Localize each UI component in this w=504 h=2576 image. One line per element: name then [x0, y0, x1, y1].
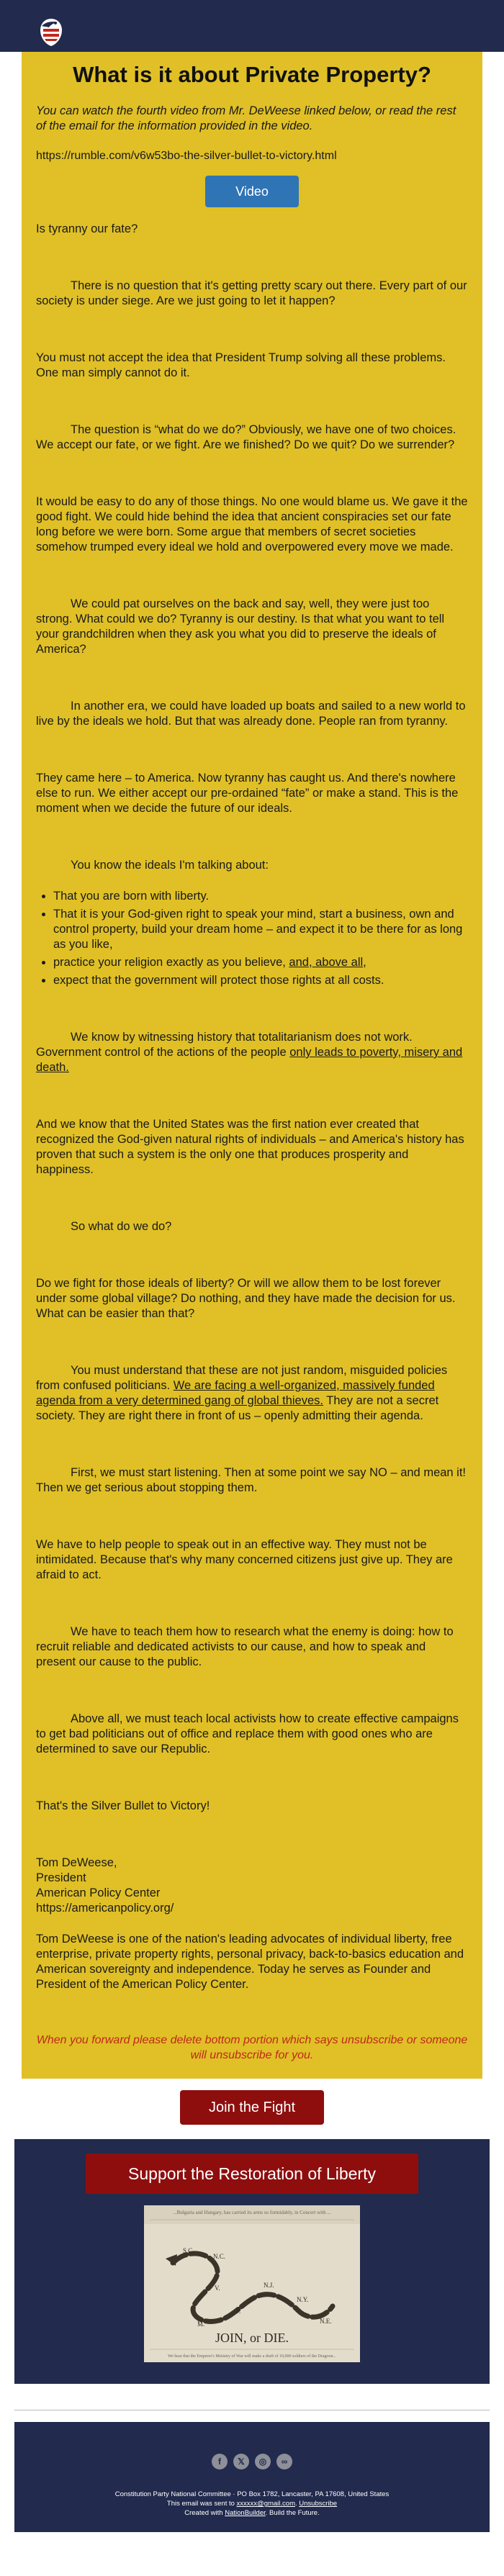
footer-text: . Build the Future.: [265, 2509, 320, 2517]
paragraph-14: [36, 1363, 468, 1424]
signature-name: Tom DeWeese,: [36, 1856, 117, 1869]
segment-label: P.: [236, 2308, 241, 2315]
author-bio: Tom DeWeese is one of the nation's leading advocates of individual liberty, free enterprise, private property rights, personal privacy, back-to-basics education and American sovereignty and independence. Today he serves as Founder and President of the American Policy Center.: [36, 1933, 464, 1991]
paragraph-5: It would be easy to do any of those things. No one would blame us. We gave it the good fight. We could hide behind the idea that ancient conspiracies set our fate long before we were born. Some argue that members of secret societies somehow trumped every ideal we hold and overpowered every move we made.: [36, 495, 468, 553]
support-restoration-button[interactable]: Support the Restoration of Liberty: [86, 2154, 418, 2194]
paragraph-6: We could pat ourselves on the back and say, well, they were just too strong. What could we do? Tyranny is our destiny. Is that what you want to tell your grandchildren when they ask you what you did to preserve the ideals of America?: [36, 597, 445, 656]
facebook-icon[interactable]: f: [212, 2454, 228, 2469]
list-item: [53, 955, 468, 970]
segment-label: N.C.: [213, 2253, 226, 2260]
paragraph-8: They came here – to America. Now tyranny has caught us. And there's nowhere else to run. We either accept our pre-ordained “fate” or make a stand. This is the moment when we decide the future of our ideals.: [36, 772, 459, 815]
segment-label: V.: [215, 2284, 220, 2292]
paragraph-4: The question is “what do we do?” Obviously, we have one of two choices. We accept our fate, or we fight. Are we finished? Do we quit? Do we surrender?: [36, 423, 456, 451]
list-item: • expect that the government will protect those rights at all costs.: [53, 973, 468, 988]
list-item-text: practice your religion exactly as you believe,: [53, 956, 289, 969]
segment-label: S.C.: [183, 2247, 194, 2254]
forward-note: When you forward please delete bottom portion which says unsubscribe or someone will unsubscribe for you.: [36, 2034, 468, 2061]
paragraph-11: And we know that the United States was the first nation ever created that recognized the God-given natural rights of individuals – and America's history has proven that such a system is the only one that produces prosperity and happiness.: [36, 1118, 464, 1176]
eagle-flag-logo-icon: [36, 16, 66, 48]
footer-created-line: [14, 2508, 490, 2518]
paragraph-17: We have to teach them how to research what the enemy is doing: how to recruit reliable and dedicated activists to our cause, and how to speak and present our cause to the public.: [36, 1625, 454, 1668]
paragraph-3: You must not accept the idea that President Trump solving all these problems. One man simply cannot do it.: [36, 351, 446, 379]
list-item: • That it is your God-given right to speak your mind, start a business, own and control property, build your dream home – and expect it to be there for as long as you like,: [53, 907, 468, 952]
paragraph-18: Above all, we must teach local activists how to create effective campaigns to get bad politicians out of office and replace them with good ones who are determined to save our Republic.: [36, 1712, 459, 1755]
ideals-list: [36, 889, 468, 988]
paragraph-1: Is tyranny our fate?: [36, 222, 138, 235]
paragraph-2: There is no question that it's getting pretty scary out there. Every part of our society is under siege. Are we just going to let it happen?: [36, 279, 467, 307]
cartoon-bottom-text: We hear that the Emperor's Ministry of War will make a draft of 10,000 soldiers of the Dragoon...: [167, 2354, 337, 2359]
top-banner: [0, 0, 504, 52]
paragraph-10: [36, 1030, 468, 1075]
signature-url[interactable]: https://americanpolicy.org/: [36, 1902, 174, 1915]
signature-title: President: [36, 1871, 86, 1884]
paragraph-13: Do we fight for those ideals of liberty? Or will we allow them to be lost forever under some global village? Do nothing, and they have made the decision for us. What can be easier than that?: [36, 1277, 456, 1320]
footer-address: Constitution Party National Committee · PO Box 1782, Lancaster, PA 17608, United States: [114, 2490, 390, 2498]
video-link[interactable]: https://rumble.com/v6w53bo-the-silver-bullet-to-victory.html: [36, 150, 337, 162]
link-icon[interactable]: ∞: [276, 2454, 292, 2469]
footer-text: This email was sent to: [166, 2500, 237, 2508]
instagram-icon[interactable]: ◎: [255, 2454, 271, 2469]
paragraph-12: So what do we do?: [71, 1220, 172, 1233]
footer: [14, 2422, 490, 2532]
segment-label: N.Y.: [297, 2296, 309, 2303]
nationbuilder-link[interactable]: NationBuilder: [225, 2509, 266, 2517]
paragraph-7: In another era, we could have loaded up boats and sailed to a new world to live by the ideals we hold. But that was already done. People ran from tyranny.: [36, 700, 466, 728]
x-icon[interactable]: 𝕏: [233, 2454, 249, 2469]
paragraph-text: You must understand that these are not just random, misguided policies from confused politicians.: [36, 1364, 448, 1392]
footer-text: Created with: [184, 2509, 225, 2517]
paragraph-text: They are not a secret society. They are right there in front of us – openly admitting their agenda.: [36, 1394, 439, 1422]
page-title: What is it about Private Property?: [73, 62, 431, 87]
social-links: [14, 2454, 490, 2469]
join-section: [0, 2079, 504, 2139]
segment-label: N.J.: [264, 2282, 274, 2289]
footer-sent-line: [14, 2499, 490, 2508]
join-the-fight-button[interactable]: Join the Fight: [180, 2090, 324, 2125]
paragraph-emphasis: only leads to poverty, misery and death.: [36, 1046, 463, 1074]
paragraph-15: First, we must start listening. Then at some point we say NO – and mean it! Then we get serious about stopping them.: [36, 1466, 467, 1494]
main-content: [22, 52, 482, 2079]
list-item-text: ,: [363, 956, 366, 969]
recipient-email-link[interactable]: xxxxxx@gmail.com: [236, 2500, 295, 2508]
support-section: [14, 2139, 490, 2384]
paragraph-emphasis: We are facing a well-organized, massively funded agenda from a very determined gang of global thieves.: [36, 1379, 435, 1407]
paragraph-19: That's the Silver Bullet to Victory!: [36, 1799, 210, 1812]
list-item-emphasis: and, above all: [289, 956, 364, 969]
paragraph-text: We know by witnessing history that totalitarianism does not work. Government control of the actions of the people: [36, 1031, 413, 1059]
paragraph-9: You know the ideals I'm talking about:: [71, 859, 269, 872]
list-item: • That you are born with liberty.: [53, 889, 468, 904]
join-or-die-cartoon: [144, 2205, 360, 2362]
intro-text: You can watch the fourth video from Mr. DeWeese linked below, or read the rest of the email for the information provided in the video.: [36, 104, 456, 132]
segment-label: M.: [197, 2320, 205, 2328]
video-button[interactable]: Video: [205, 176, 299, 207]
unsubscribe-link[interactable]: Unsubscribe: [299, 2500, 338, 2508]
cartoon-top-text: ...Bulgaria and Hungary, has carried its arms so formidably, in Concert with ...: [173, 2210, 331, 2215]
segment-label: N.E.: [320, 2318, 332, 2325]
signature-org: American Policy Center: [36, 1886, 161, 1899]
paragraph-16: We have to help people to speak out in an effective way. They must not be intimidated. Because that's why many concerned citizens just give up. They are afraid to act.: [36, 1538, 453, 1581]
cartoon-caption: JOIN, or DIE.: [215, 2331, 289, 2345]
footer-text: .: [294, 2500, 300, 2508]
signature-block: [36, 1856, 468, 1916]
